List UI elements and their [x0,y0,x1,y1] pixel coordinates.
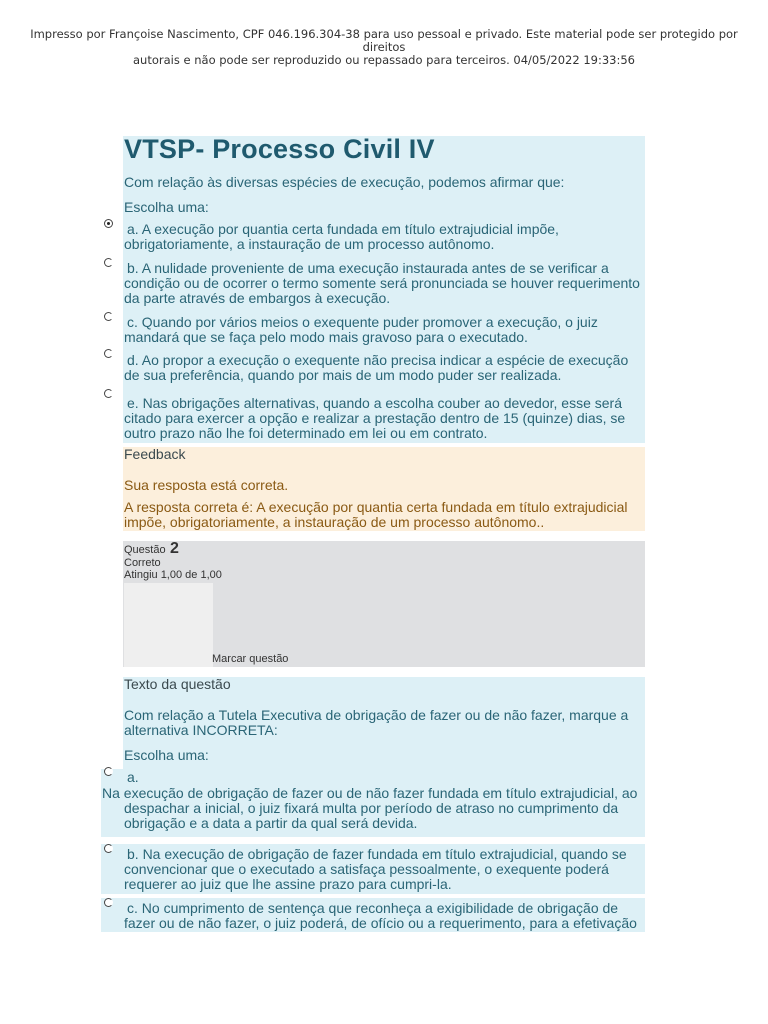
question-2-prompt-line-2: alternativa INCORRETA: [124,722,278,738]
option-b[interactable] [124,261,644,306]
option-b-line: da parte através de embargos à execução. [124,290,391,306]
correct-answer [124,500,644,530]
option-b-line: b. A nulidade proveniente de uma execução instaurada antes de se verificar a [127,260,609,276]
print-notice-line-2: autorais e não pode ser reproduzido ou repassado para terceiros. 04/05/2022 19:33:56 [133,53,635,67]
option-e-radio[interactable] [104,389,113,398]
print-notice-line-1: Impresso por Françoise Nascimento, CPF 046.196.304-38 para uso pessoal e privado. Este material pode ser protegido por direitos [30,27,738,54]
option-c-line: c. Quando por vários meios o exequente puder promover a execução, o juiz [127,314,598,330]
question-2-prompt-line-1: Com relação a Tutela Executiva de obrigação de fazer ou de não fazer, marque a [124,707,629,723]
q2-option-b[interactable] [124,847,644,892]
question-2-grade: Atingiu 1,00 de 1,00 [124,569,222,581]
option-a[interactable] [124,222,644,252]
option-c-radio[interactable] [104,312,113,321]
option-d[interactable] [124,353,644,383]
correct-answer-line-1: A resposta correta é: A execução por quantia certa fundada em título extrajudicial [124,499,628,515]
question-text-title: Texto da questão [124,676,231,692]
q2-option-c-line: c. No cumprimento de sentença que reconheça a exigibilidade de obrigação de [127,900,619,916]
question-1-choose-label: Escolha uma: [124,199,209,215]
q2-option-c-line: fazer ou de não fazer, o juiz poderá, de ofício ou a requerimento, para a efetivação [124,915,637,931]
q2-option-a-radio[interactable] [104,767,113,776]
page-title: VTSP- Processo Civil IV [124,134,435,164]
q2-option-c[interactable] [124,901,644,931]
option-c-line: mandará que se faça pelo modo mais gravoso para o executado. [124,329,528,345]
q2-option-a-line: Na execução de obrigação de fazer ou de não fazer fundada em título extrajudicial, ao [102,785,638,801]
correct-answer-line-2: impõe, obrigatoriamente, a instauração de um processo autônomo.. [124,514,545,530]
q2-option-a-label[interactable]: a. [127,769,139,785]
question-2-choose-label: Escolha uma: [124,747,209,763]
q2-option-c-radio[interactable] [104,898,113,907]
option-b-radio[interactable] [104,258,113,267]
q2-option-b-line: b. Na execução de obrigação de fazer fundada em título extrajudicial, quando se [127,846,627,862]
feedback-title: Feedback [124,446,186,462]
option-c[interactable] [124,315,644,345]
q2-option-b-line: requerer ao juiz que lhe assine prazo para cumpri-la. [124,876,452,892]
option-d-radio[interactable] [104,349,113,358]
feedback-status: Sua resposta está correta. [124,477,289,493]
question-2-info-box [124,583,213,667]
question-number: 2 [170,540,179,557]
question-label: Questão [124,544,166,556]
question-2-prompt [124,708,644,738]
print-notice [30,28,738,67]
option-a-line: a. A execução por quantia certa fundada em título extrajudicial impõe, [127,221,559,237]
option-b-line: condição ou de ocorrer o termo somente será pronunciada se houver requerimento [124,275,640,291]
option-e-line: citado para exercer a opção e realizar a prestação dentro de 15 (quinze) dias, se [124,410,626,426]
option-d-line: d. Ao propor a execução o exequente não precisa indicar a espécie de execução [127,352,629,368]
option-e[interactable] [124,396,644,441]
option-a-radio[interactable] [104,219,113,228]
option-a-line: obrigatoriamente, a instauração de um processo autônomo. [124,236,495,252]
option-e-line: outro prazo não lhe foi determinado em lei ou em contrato. [124,425,488,441]
q2-option-b-line: convencionar que o executado a satisfaça pessoalmente, o exequente poderá [124,861,609,877]
q2-option-a-line: despachar a inicial, o juiz fixará multa por período de atraso no cumprimento da [124,800,619,816]
q2-option-a-line: obrigação e a data a partir da qual será devida. [124,815,418,831]
q2-option-a[interactable] [102,786,644,831]
flag-question-link[interactable]: Marcar questão [212,653,289,665]
question-1-prompt: Com relação às diversas espécies de execução, podemos afirmar que: [124,174,565,190]
q2-option-b-radio[interactable] [104,844,113,853]
option-e-line: e. Nas obrigações alternativas, quando a escolha couber ao devedor, esse será [127,395,622,411]
question-2-state: Correto [124,557,161,569]
question-2-number [124,540,179,558]
option-d-line: de sua preferência, quando por mais de um modo puder ser realizada. [124,367,562,383]
